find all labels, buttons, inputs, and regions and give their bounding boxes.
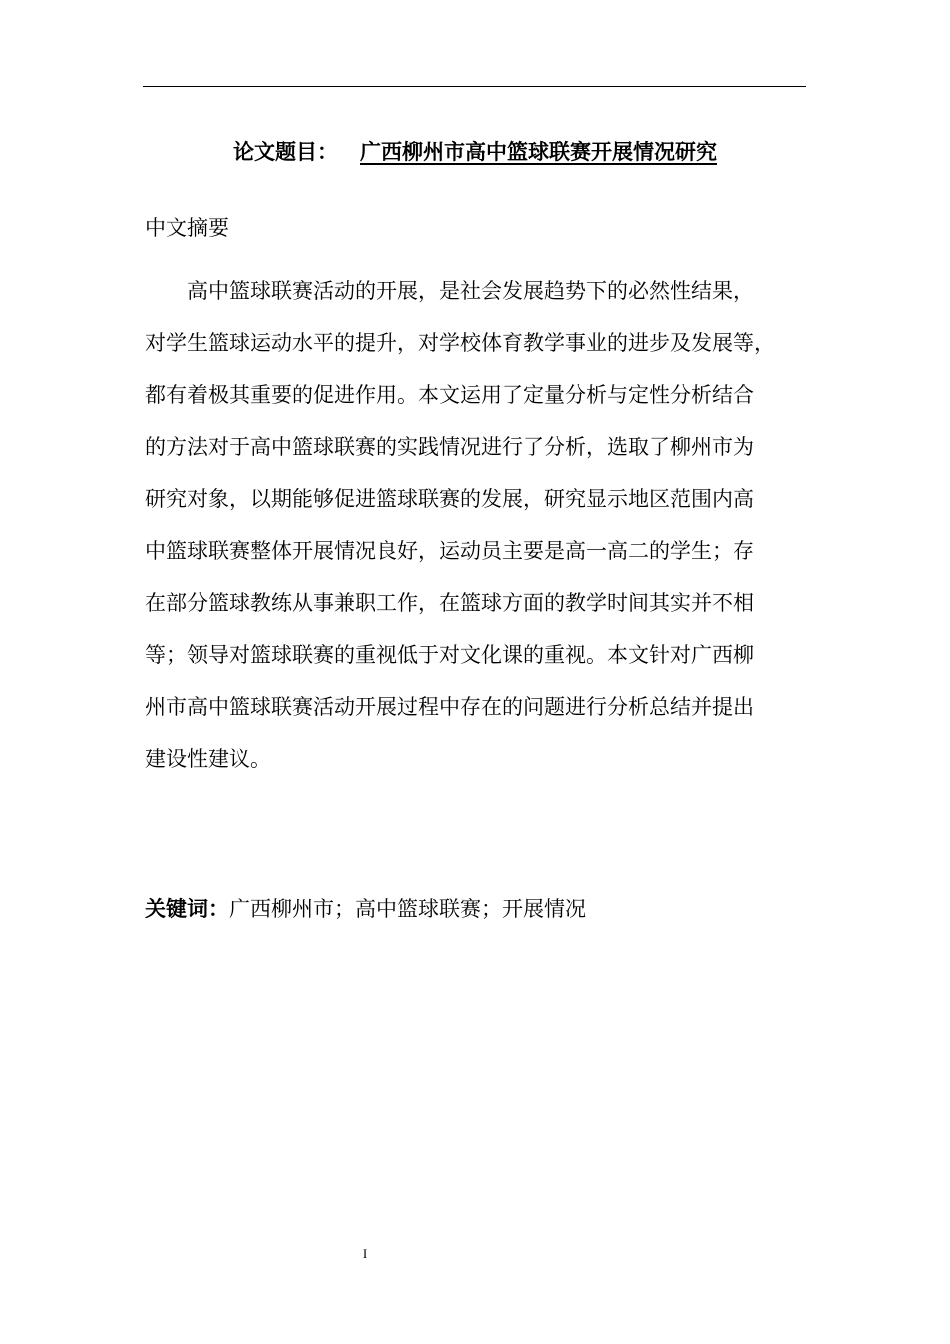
abstract-line: 等；领导对篮球联赛的重视低于对文化课的重视。本文针对广西柳 [145, 643, 754, 667]
keywords-text: 广西柳州市；高中篮球联赛；开展情况 [229, 897, 586, 921]
abstract-body [145, 271, 825, 791]
abstract-line: 州市高中篮球联赛活动开展过程中存在的问题进行分析总结并提出 [145, 695, 754, 719]
thesis-title-label: 论文题目： [233, 139, 338, 164]
keywords-label: 关键词： [145, 897, 229, 921]
abstract-heading: 中文摘要 [145, 216, 229, 240]
abstract-line: 中篮球联赛整体开展情况良好，运动员主要是高一高二的学生；存 [145, 539, 754, 563]
thesis-title-text: 广西柳州市高中篮球联赛开展情况研究 [360, 139, 717, 164]
page-number: I [362, 1246, 368, 1261]
abstract-line: 都有着极其重要的促进作用。本文运用了定量分析与定性分析结合 [145, 383, 754, 407]
thesis-title [0, 134, 950, 170]
abstract-line: 建设性建议。 [145, 747, 271, 771]
abstract-line: 的方法对于高中篮球联赛的实践情况进行了分析，选取了柳州市为 [145, 435, 754, 459]
abstract-line: 高中篮球联赛活动的开展，是社会发展趋势下的必然性结果， [145, 279, 754, 303]
abstract-line: 对学生篮球运动水平的提升，对学校体育教学事业的进步及发展等， [145, 331, 775, 355]
abstract-line: 研究对象，以期能够促进篮球联赛的发展，研究显示地区范围内高 [145, 487, 754, 511]
abstract-line: 在部分篮球教练从事兼职工作，在篮球方面的教学时间其实并不相 [145, 591, 754, 615]
header-rule [143, 86, 806, 87]
keywords [145, 891, 586, 927]
